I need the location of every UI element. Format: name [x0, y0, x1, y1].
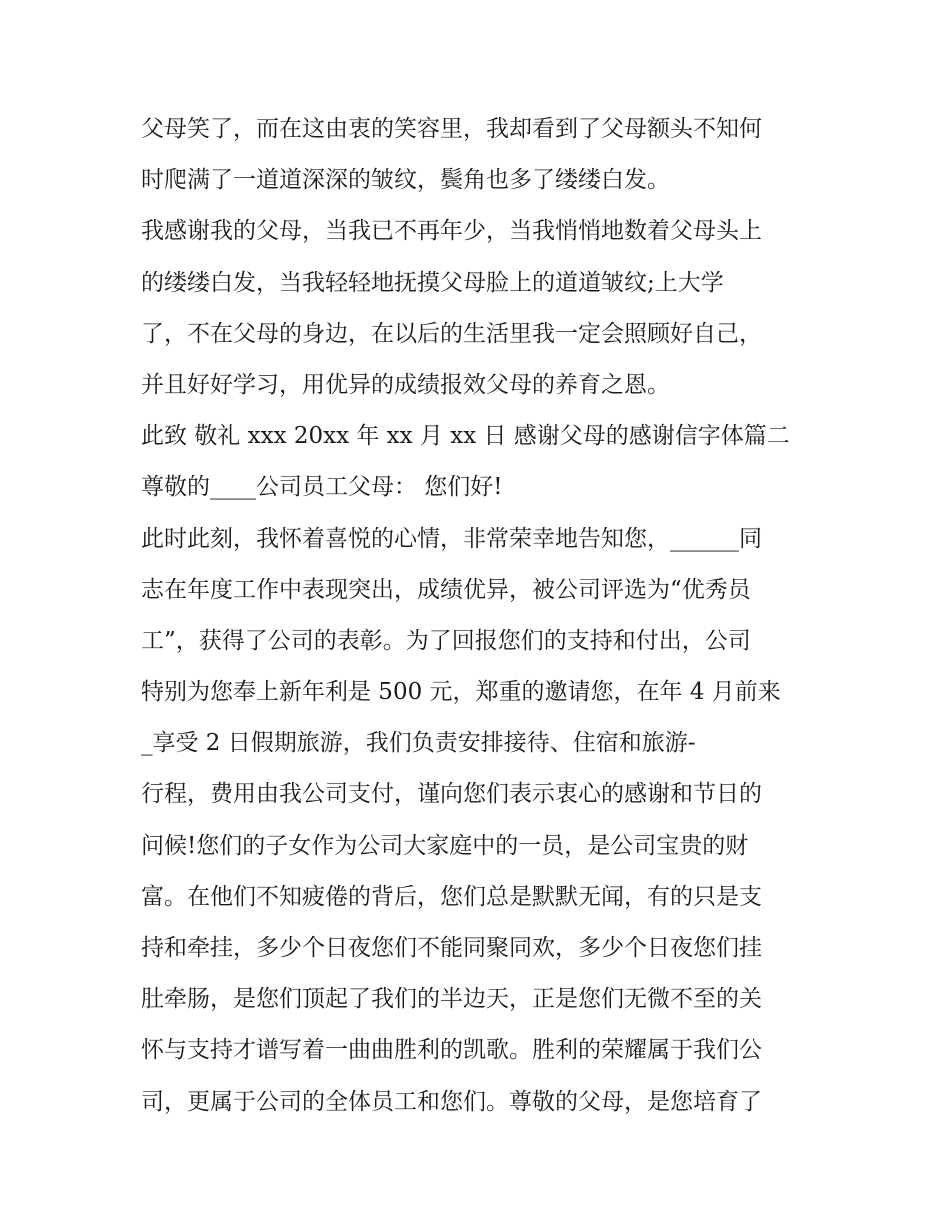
- text-line: 富。在他们不知疲倦的背后，您们总是默默无闻，有的只是支: [141, 883, 762, 910]
- text-line: 的缕缕白发，当我轻轻地抚摸父母脸上的道道皱纹;上大学: [141, 269, 724, 296]
- text-line: 并且好好学习，用优异的成绩报效父母的养育之恩。: [141, 371, 670, 398]
- text-line: 肚牵肠，是您们顶起了我们的半边天，正是您们无微不至的关: [141, 986, 762, 1013]
- text-line: 我感谢我的父母，当我已不再年少，当我悄悄地数着父母头上: [141, 218, 762, 245]
- text-line: 工”，获得了公司的表彰。为了回报您们的支持和付出，公司: [141, 627, 751, 654]
- text-line: 司，更属于公司的全体员工和您们。尊敬的父母，是您培育了: [141, 1088, 762, 1115]
- text-line: 怀与支持才谱写着一曲曲胜利的凯歌。胜利的荣耀属于我们公: [141, 1037, 762, 1064]
- text-line: 此时此刻，我怀着喜悦的心情，非常荣幸地告知您，______同: [141, 525, 762, 552]
- text-line: 问候!您们的子女作为公司大家庭中的一员，是公司宝贵的财: [141, 832, 749, 859]
- text-line: 志在年度工作中表现突出，成绩优异，被公司评选为“优秀员: [141, 576, 751, 603]
- letter-body: [141, 104, 831, 1128]
- text-line: 了，不在父母的身边，在以后的生活里我一定会照顾好自己，: [141, 320, 762, 347]
- text-line: _享受 2 日假期旅游，我们负责安排接待、住宿和旅游-: [141, 730, 696, 757]
- text-line: 持和牵挂，多少个日夜您们不能同聚同欢，多少个日夜您们挂: [141, 935, 762, 961]
- text-line: 行程，费用由我公司支付，谨向您们表示衷心的感谢和节日的: [141, 781, 762, 808]
- text-line: 特别为您奉上新年利是 500 元，郑重的邀请您，在年 4 月前来: [141, 679, 781, 706]
- text-line: 父母笑了，而在这由衷的笑容里，我却看到了父母额头不知何: [141, 116, 762, 142]
- text-line: 时爬满了一道道深深的皱纹，鬓角也多了缕缕白发。: [141, 167, 670, 194]
- text-line: 此致 敬礼 xxx 20xx 年 xx 月 xx 日 感谢父母的感谢信字体篇二: [141, 423, 790, 450]
- text-line: 尊敬的____公司员工父母： 您们好!: [141, 474, 503, 501]
